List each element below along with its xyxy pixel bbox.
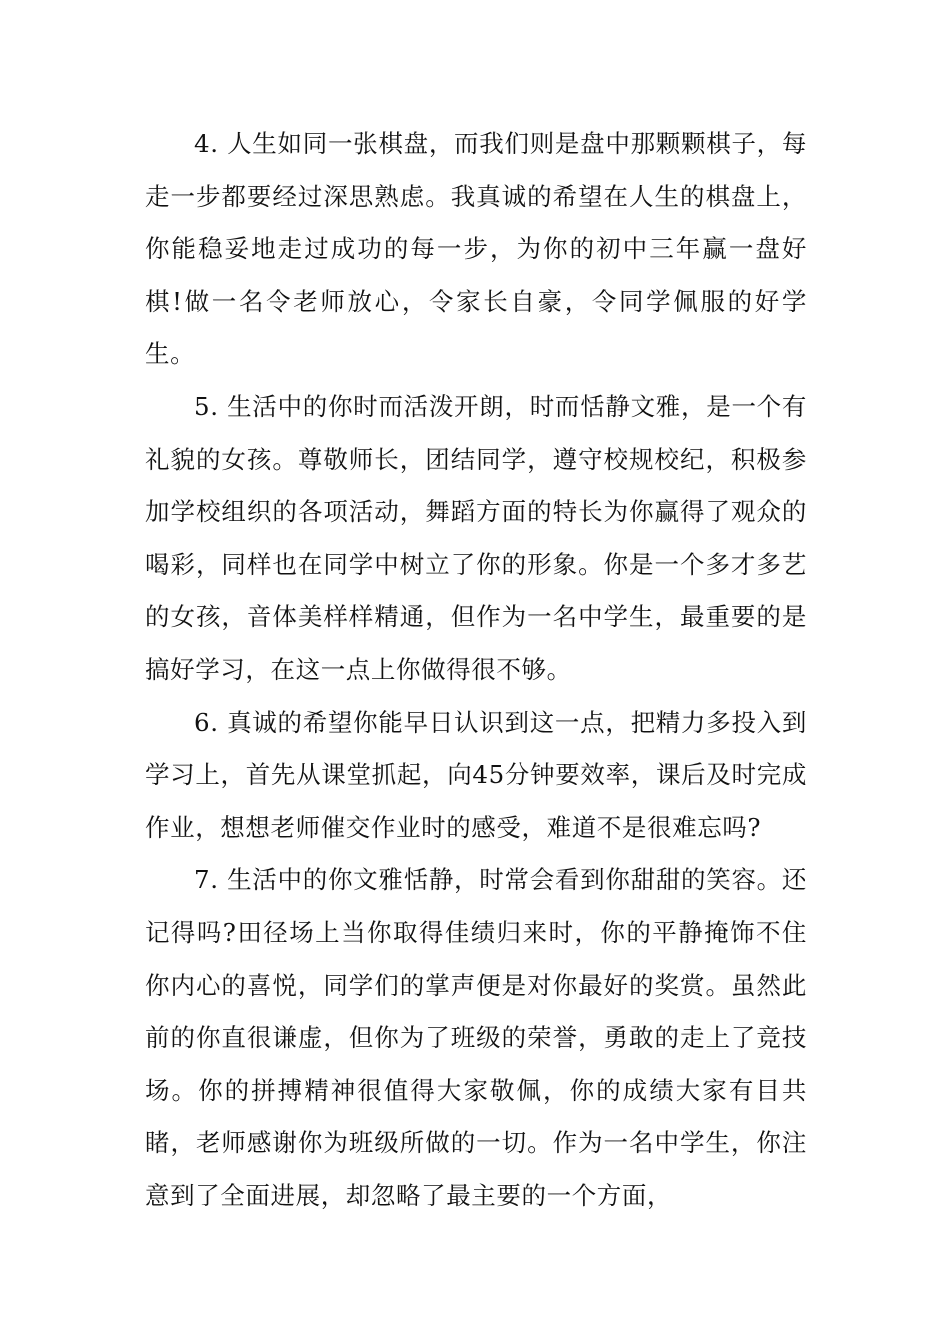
paragraph-5: 5. 生活中的你时而活泼开朗，时而恬静文雅，是一个有礼貌的女孩。尊敬师长，团结同学，遵守校规校纪，积极参加学校组织的各项活动，舞蹈方面的特长为你赢得了观众的喝彩，同样也在同学中树立了你的形象。你是一个多才多艺的女孩，音体美样样精通，但作为一名中学生，最重要的是搞好学习，在这一点上你做得很不够。 (145, 391, 807, 684)
paragraph-4: 4. 人生如同一张棋盘，而我们则是盘中那颗颗棋子，每走一步都要经过深思熟虑。我真诚的希望在人生的棋盘上，你能稳妥地走过成功的每一步，为你的初中三年赢一盘好棋!做一名令老师放心，令家长自豪，令同学佩服的好学生。 (145, 129, 807, 369)
paragraph-6: 6. 真诚的希望你能早日认识到这一点，把精力多投入到学习上，首先从课堂抓起，向45分钟要效率，课后及时完成作业，想想老师催交作业时的感受，难道不是很难忘吗? (145, 707, 807, 842)
paragraph-7: 7. 生活中的你文雅恬静，时常会看到你甜甜的笑容。还记得吗?田径场上当你取得佳绩归来时，你的平静掩饰不住你内心的喜悦，同学们的掌声便是对你最好的奖赏。虽然此前的你直很谦虚，但你为了班级的荣誉，勇敢的走上了竞技场。你的拼搏精神很值得大家敬佩，你的成绩大家有目共睹，老师感谢你为班级所做的一切。作为一名中学生，你注意到了全面进展，却忽略了最主要的一个方面， (145, 865, 807, 1210)
document-body (145, 118, 807, 1222)
